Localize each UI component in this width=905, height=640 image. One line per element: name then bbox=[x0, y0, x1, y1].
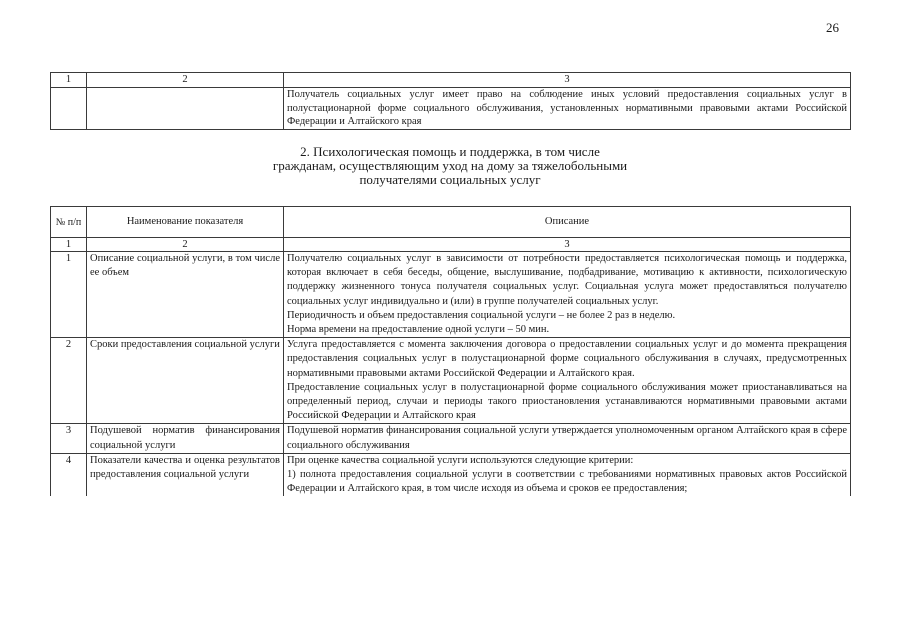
header-name: Наименование показателя bbox=[87, 207, 284, 238]
description-cell bbox=[284, 424, 851, 453]
indicator-name: Подушевой норматив финансирования социальной услуги bbox=[87, 424, 284, 453]
description-paragraph: Получателю социальных услуг в зависимости от потребности предоставляется психологическая помощь и поддержка, которая включает в себя беседы, общение, выслушивание, подбадривание, мотивацию к активности, психологическую поддержку жизненного тонуса получателя социальных услуг. Социальная услуга может предоставляться получателю социальных услуг индивидуально и (или) в группе получателей социальных услуг. bbox=[287, 253, 847, 307]
col-number-2: 2 bbox=[87, 73, 284, 88]
row-number: 2 bbox=[51, 338, 87, 424]
col-number-3: 3 bbox=[284, 73, 851, 88]
column-number: 1 bbox=[51, 238, 87, 252]
description-cell bbox=[284, 252, 851, 338]
column-number: 2 bbox=[87, 238, 284, 252]
description-paragraph: Периодичность и объем предоставления социальной услуги – не более 2 раз в неделю. bbox=[287, 309, 676, 321]
continuation-table bbox=[50, 72, 851, 130]
section-title-line-3: получателями социальных услуг bbox=[359, 172, 541, 187]
table-row bbox=[51, 338, 851, 424]
continuation-column-numbers bbox=[51, 73, 851, 88]
indicator-name: Показатели качества и оценка результатов предоставления социальной услуги bbox=[87, 453, 284, 496]
description-cell bbox=[284, 338, 851, 424]
continuation-row bbox=[51, 88, 851, 130]
col-number-1: 1 bbox=[51, 73, 87, 88]
continuation-text: Получатель социальных услуг имеет право на соблюдение иных условий предоставления социальных услуг в полустационарной форме социального обслуживания, установленных нормативными правовыми актами Российской Федерации и Алтайского края bbox=[284, 88, 851, 130]
header-row bbox=[51, 207, 851, 238]
row-number: 3 bbox=[51, 424, 87, 453]
description-paragraph: При оценке качества социальной услуги используются следующие критерии: bbox=[287, 454, 634, 466]
column-number: 3 bbox=[284, 238, 851, 252]
description-paragraph: Услуга предоставляется с момента заключения договора о предоставлении социальных услуг и до момента прекращения предоставления социальных услуг в полустационарной форме социального обслуживания в случаях, предусмотренных нормативными правовыми актами Российской Федерации и Алтайского края. bbox=[287, 339, 847, 379]
description-paragraph: Норма времени на предоставление одной услуги – 50 мин. bbox=[287, 324, 550, 336]
section-title-line-1: 2. Психологическая помощь и поддержка, в том числе bbox=[300, 144, 600, 159]
indicator-name: Описание социальной услуги, в том числе ее объем bbox=[87, 252, 284, 338]
header-number: № п/п bbox=[51, 207, 87, 238]
column-numbers-row bbox=[51, 238, 851, 252]
section-title-line-2: гражданам, осуществляющим уход на дому за тяжелобольными bbox=[272, 158, 628, 173]
row-number: 1 bbox=[51, 252, 87, 338]
table-row bbox=[51, 252, 851, 338]
description-paragraph: Предоставление социальных услуг в полустационарной форме социального обслуживания может приостанавливаться на определенный период, случаи и периоды такого приостановления устанавливаются нормативными правовыми актами Российской Федерации и Алтайского края bbox=[287, 381, 847, 422]
indicator-name: Сроки предоставления социальной услуги bbox=[87, 338, 284, 424]
table-row bbox=[51, 424, 851, 453]
description-paragraph: 1) полнота предоставления социальной услуги в соответствии с требованиями нормативных правовых актов Российской Федерации и Алтайского края, в том числе исходя из объема и сроков ее предоставления; bbox=[287, 469, 847, 495]
description-paragraph: Подушевой норматив финансирования социальной услуги утверждается уполномоченным органом Алтайского края в сфере социального обслуживания bbox=[287, 425, 847, 451]
table-row bbox=[51, 453, 851, 496]
service-table bbox=[50, 206, 851, 496]
page-number: 26 bbox=[826, 20, 839, 35]
section-title bbox=[200, 145, 700, 187]
description-cell bbox=[284, 453, 851, 496]
row-number: 4 bbox=[51, 453, 87, 496]
header-description: Описание bbox=[284, 207, 851, 238]
